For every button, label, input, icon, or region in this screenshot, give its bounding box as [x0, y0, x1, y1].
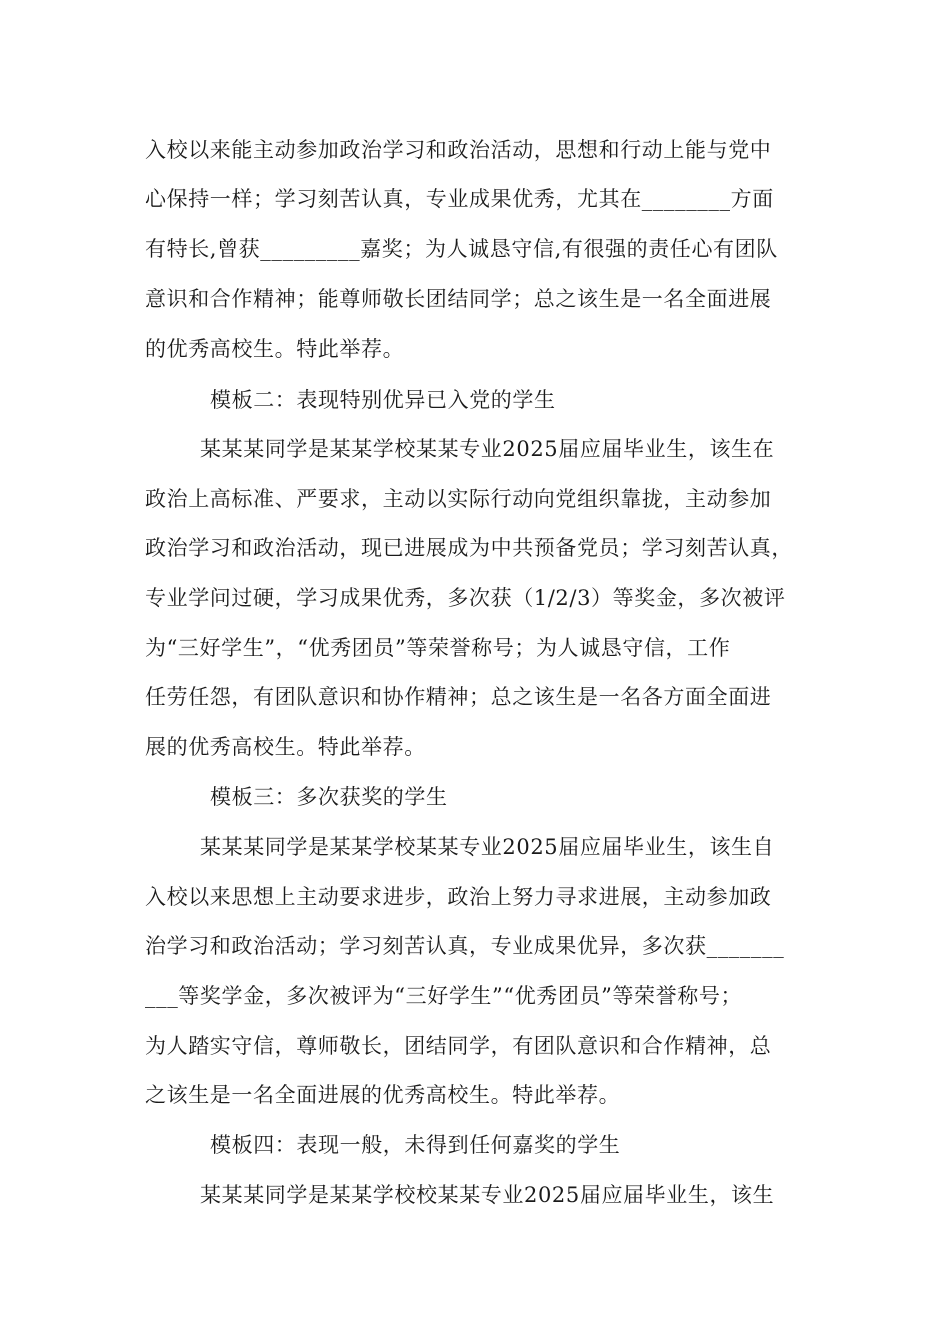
paragraph-line: 任劳任怨，有团队意识和协作精神；总之该生是一名各方面全面进 [145, 685, 772, 709]
paragraph-line: 为“三好学生”，“优秀团员”等荣誉称号；为人诚恳守信，工作 [145, 636, 731, 660]
paragraph-line: 治学习和政治活动；学习刻苦认真，专业成果优异，多次获_______ [145, 934, 785, 958]
paragraph-line: 的优秀高校生。特此举荐。 [145, 337, 405, 361]
paragraph-line: 有特长,曾获_________嘉奖；为人诚恳守信,有很强的责任心有团队 [145, 237, 778, 261]
paragraph-line: 入校以来思想上主动要求进步，政治上努力寻求进展，主动参加政 [145, 885, 772, 909]
paragraph-line: 为人踏实守信，尊师敬长，团结同学，有团队意识和合作精神，总 [145, 1034, 772, 1058]
section-heading: 模板三：多次获奖的学生 [210, 785, 448, 809]
paragraph-line: 某某某同学是某某学校某某专业2025届应届毕业生，该生在 [200, 437, 775, 461]
paragraph-line: ___等奖学金，多次被评为“三好学生”“优秀团员”等荣誉称号； [145, 984, 743, 1008]
paragraph-line: 展的优秀高校生。特此举荐。 [145, 735, 426, 759]
paragraph-line: 心保持一样；学习刻苦认真，专业成果优秀，尤其在________方面 [145, 187, 774, 211]
section-heading: 模板四：表现一般，未得到任何嘉奖的学生 [210, 1133, 621, 1157]
paragraph-line: 政治学习和政治活动，现已进展成为中共预备党员；学习刻苦认真， [145, 536, 793, 560]
paragraph-line: 之该生是一名全面进展的优秀高校生。特此举荐。 [145, 1083, 621, 1107]
paragraph-line: 某某某同学是某某学校某某专业2025届应届毕业生，该生自 [200, 835, 775, 859]
paragraph-line: 政治上高标准、严要求，主动以实际行动向党组织靠拢，主动参加 [145, 487, 772, 511]
paragraph-line: 专业学问过硬，学习成果优秀，多次获（1/2/3）等奖金，多次被评 [145, 586, 786, 610]
paragraph-line: 入校以来能主动参加政治学习和政治活动，思想和行动上能与党中 [145, 138, 772, 162]
section-heading: 模板二：表现特别优异已入党的学生 [210, 388, 556, 412]
paragraph-line: 意识和合作精神；能尊师敬长团结同学；总之该生是一名全面进展 [145, 287, 772, 311]
paragraph-line: 某某某同学是某某学校校某某专业2025届应届毕业生，该生 [200, 1183, 775, 1207]
